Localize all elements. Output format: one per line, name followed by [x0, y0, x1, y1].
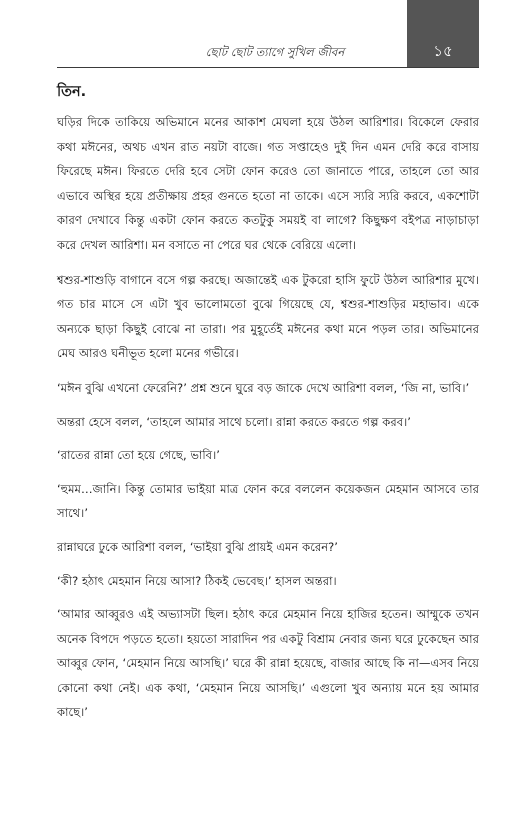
- paragraph: ‘মঈন বুঝি এখনো ফেরেনি?’ প্রশ্ন শুনে ঘুরে বড় জাকে দেখে আরিশা বলল, ‘জি না, ভাবি।’: [57, 380, 470, 395]
- paragraph: ‘কী? হঠাৎ মেহমান নিয়ে আসা? ঠিকই ভেবেছ।’ হাসল অন্তরা।: [57, 573, 337, 588]
- chapter-body: [57, 82, 479, 735]
- paragraph: ঘড়ির দিকে তাকিয়ে অভিমানে মনের আকাশ মেঘলা হয়ে উঠল আরিশার। বিকেলে ফেরার কথা মঈনের, অথচ এখন রাত নয়টা বাজে। গত সপ্তাহেও দুই দিন এমন দেরি করে বাসায় ফিরেছে মঈন। ফিরতে দেরি হবে সেটা ফোন করেও তো জানাতে পারে, তাহলে তো আর এভাবে অস্থির হয়ে প্রতীক্ষায় প্রহর গুনতে হতো না তাকে। এসে স্যরি স্যরি করবে, একশোটা কারণ দেখাবে কিন্তু একটা ফোন করতে কতটুকু সময়ই বা লাগে? কিছুক্ষণ বইপত্র নাড়াচাড়া করে দেখল আরিশা। মন বসাতে না পেরে ঘর থেকে বেরিয়ে এলো।: [57, 115, 479, 252]
- paragraph: রান্নাঘরে ঢুকে আরিশা বলল, ‘ভাইয়া বুঝি প্রায়ই এমন করেন?’: [57, 539, 338, 554]
- running-title: ছোট ছোট ত্যাগে সুখিল জীবন: [205, 45, 345, 59]
- paragraph: ‘আমার আব্বুরও এই অভ্যাসটা ছিল। হঠাৎ করে মেহমান নিয়ে হাজির হতেন। আম্মুকে তখন অনেক বিপদে পড়তে হতো। হয়তো সারাদিন পর একটু বিশ্রাম নেবার জন্য ঘরে ঢুকেছেন আর আব্বুর ফোন, ‘মেহমান নিয়ে আসছি।’ ঘরে কী রান্না হয়েছে, বাজার আছে কি না—এসব নিয়ে কোনো কথা নেই। এক কথা, ‘মেহমান নিয়ে আসছি।’ এগুলো খুব অন্যায় মনে হয় আমার কাছে।’: [57, 607, 479, 720]
- running-header: [0, 0, 528, 68]
- paragraph: শ্বশুর-শাশুড়ি বাগানে বসে গল্প করছে। অজান্তেই এক টুকরো হাসি ফুটে উঠল আরিশার মুখে। গত চার মাসে সে এটা খুব ভালোমতো বুঝে গিয়েছে যে, শ্বশুর-শাশুড়ির মহাভাব। একে অন্যকে ছাড়া কিছুই বোঝে না তারা। পর মুহূর্তেই মঈনের কথা মনে পড়ল তার। অভিমানের মেঘ আরও ঘনীভূত হলো মনের গভীরে।: [57, 272, 479, 361]
- page-number-tab: [407, 0, 479, 67]
- paragraph: ‘রাতের রান্না তো হয়ে গেছে, ভাবি।’: [57, 448, 220, 463]
- header-rule: [57, 67, 479, 68]
- page-number: ১৫: [433, 42, 453, 60]
- paragraph: ‘হুমম…জানি। কিন্তু তোমার ভাইয়া মাত্র ফোন করে বললেন কয়েকজন মেহমান আসবে তার সাথে।’: [57, 481, 479, 521]
- section-heading: তিন.: [57, 84, 87, 100]
- paragraph: অন্তরা হেসে বলল, ‘তাহলে আমার সাথে চলো। রান্না করতে করতে গল্প করব।’: [57, 414, 411, 429]
